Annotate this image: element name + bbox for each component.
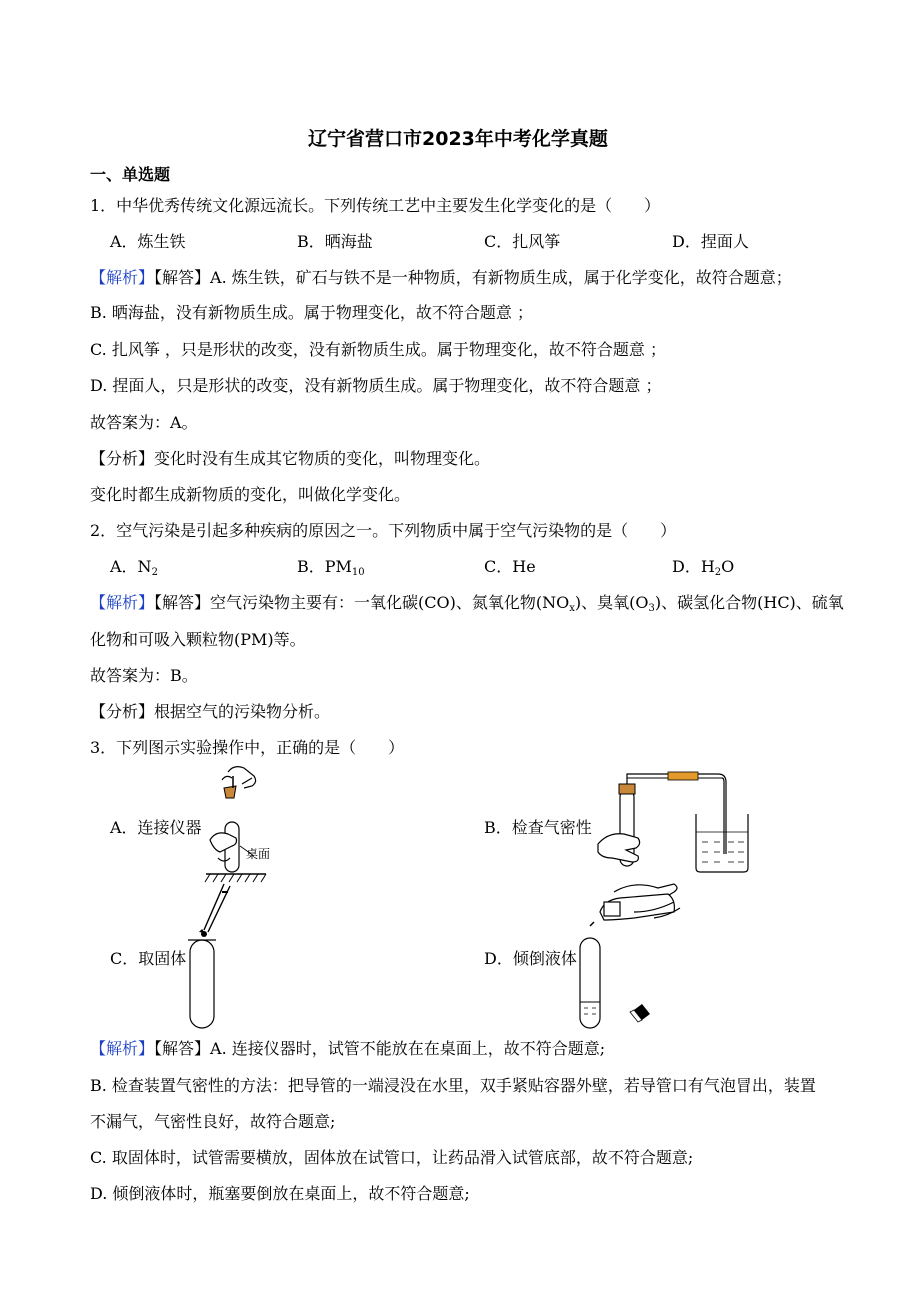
q2-answer-sub-3: 3 xyxy=(648,603,655,614)
figure-pour-liquid xyxy=(574,882,684,1030)
q2-b-sub: 10 xyxy=(351,567,365,578)
section-heading: 一、单选题 xyxy=(90,165,171,184)
page-title: 辽宁省营口市2023年中考化学真题 xyxy=(308,128,608,150)
q1-option-c: C．扎风筝 xyxy=(484,232,561,251)
question-2-stem: 2．空气污染是引起多种疾病的原因之一。下列物质中属于空气污染物的是（ ） xyxy=(90,521,677,540)
q2-answer-text-a: 空气污染物主要有：一氧化碳(CO)、氮氧化物(NO xyxy=(210,593,570,612)
q1-answer-line-3: C. 扎风筝 ，只是形状的改变，没有新物质生成。属于物理变化，故不符合题意 ； xyxy=(90,340,667,359)
q2-final-answer: 故答案为：B。 xyxy=(90,666,198,685)
q3-answer-text-1: A. 连接仪器时，试管不能放在在桌面上，故不符合题意; xyxy=(210,1039,606,1058)
q2-answer-line-1 xyxy=(90,590,844,613)
q2-d-text-post: O xyxy=(721,557,735,576)
q2-answer-sub-x: x xyxy=(569,603,575,614)
fenxi-tag: 【分析】 xyxy=(90,449,155,468)
question-1-stem: 1．中华优秀传统文化源远流长。下列传统工艺中主要发生化学变化的是（ ） xyxy=(90,196,661,215)
q2-a-sub: 2 xyxy=(151,567,158,578)
jiexi-tag: 【解析】 xyxy=(90,268,155,287)
q1-analysis-line-2: 变化时都生成新物质的变化，叫做化学变化。 xyxy=(90,485,411,504)
q1-answer-text-1: A. 炼生铁，矿石与铁不是一种物质，有新物质生成，属于化学变化，故符合题意； xyxy=(210,268,792,287)
q2-option-d xyxy=(672,554,734,577)
q2-answer-text-b: )、臭氧(O xyxy=(574,593,649,612)
jiexi-tag: 【解析】 xyxy=(90,1039,155,1058)
figure-take-solid xyxy=(186,882,256,1030)
q2-d-text: D．H xyxy=(672,557,715,576)
q3-answer-line-2: B. 检查装置气密性的方法：把导管的一端浸没在水里，双手紧贴容器外壁，若导管口有气泡冒出，装置 xyxy=(90,1076,816,1095)
q1-answer-line-4: D. 捏面人，只是形状的改变，没有新物质生成。属于物理变化，故不符合题意 ； xyxy=(90,376,662,395)
q1-answer-line-1 xyxy=(90,265,792,288)
q1-analysis-text: 变化时没有生成其它物质的变化，叫物理变化。 xyxy=(154,449,491,468)
q1-analysis-line-1 xyxy=(90,446,490,469)
q3-option-b: B．检查气密性 xyxy=(484,818,592,837)
question-3-stem: 3．下列图示实验操作中，正确的是（ ） xyxy=(90,738,405,757)
jieda-tag: 【解答】 xyxy=(154,268,211,287)
q2-option-a xyxy=(110,554,158,577)
q2-d-sub: 2 xyxy=(714,567,722,578)
figure-airtightness xyxy=(598,770,758,880)
q2-analysis-line xyxy=(90,699,330,722)
jieda-tag: 【解答】 xyxy=(154,593,211,612)
q3-option-c: C．取固体 xyxy=(110,949,187,968)
q3-answer-line-1 xyxy=(90,1036,605,1059)
q1-final-answer: 故答案为：A。 xyxy=(90,413,198,432)
q2-answer-text-c: )、碳氢化合物(HC)、硫氧 xyxy=(654,593,844,612)
jiexi-tag: 【解析】 xyxy=(90,593,155,612)
q1-option-a: A．炼生铁 xyxy=(110,232,186,251)
q3-answer-line-4: C. 取固体时，试管需要横放，固体放在试管口，让药品滑入试管底部，故不符合题意; xyxy=(90,1148,694,1167)
q3-option-d: D．倾倒液体 xyxy=(484,949,577,968)
q2-option-c: C．He xyxy=(484,557,536,576)
q2-option-b xyxy=(297,554,365,577)
q1-answer-line-2: B. 晒海盐，没有新物质生成。属于物理变化，故不符合题意 ； xyxy=(90,303,534,322)
jieda-tag: 【解答】 xyxy=(154,1039,211,1058)
q3-answer-line-5: D. 倾倒液体时，瓶塞要倒放在桌面上，故不符合题意; xyxy=(90,1184,470,1203)
fenxi-tag: 【分析】 xyxy=(90,702,155,721)
q2-answer-line-2: 化物和可吸入颗粒物(PM)等。 xyxy=(90,630,306,649)
q1-option-b: B．晒海盐 xyxy=(297,232,373,251)
q2-a-text: A．N xyxy=(110,557,152,576)
q2-b-text: B．PM xyxy=(297,557,352,576)
q3-answer-line-3: 不漏气，气密性良好，故符合题意; xyxy=(90,1112,336,1131)
figure-connect-apparatus xyxy=(200,762,280,887)
q2-analysis-text: 根据空气的污染物分析。 xyxy=(154,702,331,721)
q3-option-a: A．连接仪器 xyxy=(110,818,202,837)
desk-label: 桌面 xyxy=(246,847,271,861)
q1-option-d: D．捏面人 xyxy=(672,232,749,251)
